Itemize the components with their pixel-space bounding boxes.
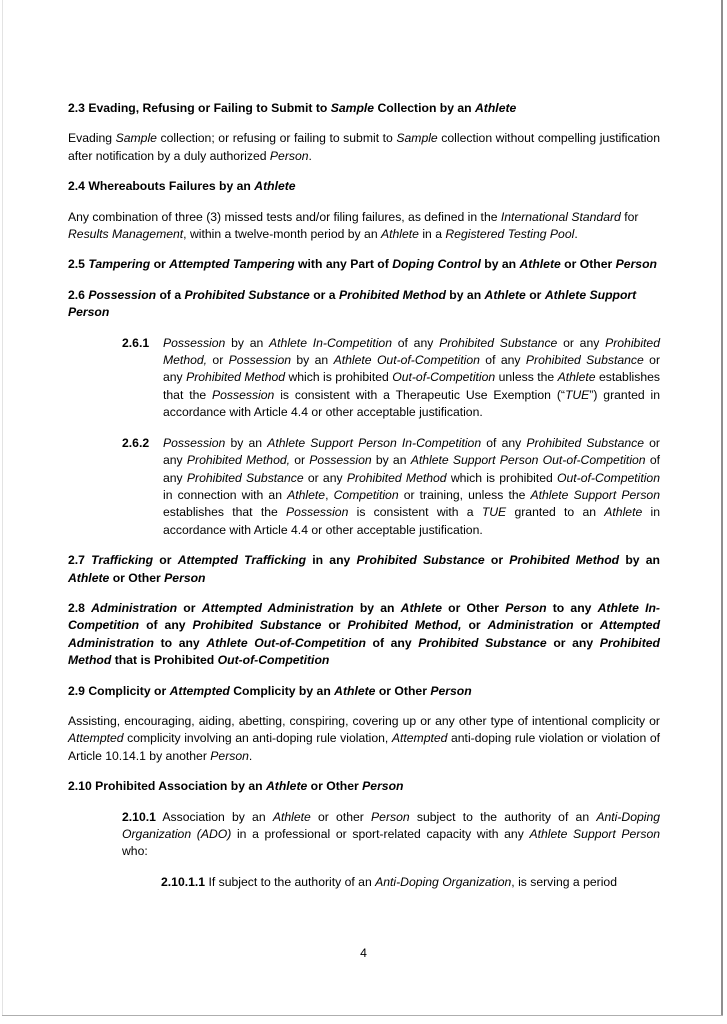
text-segment: Prohibited Method, xyxy=(347,618,462,633)
text-segment: Athlete In-Competition xyxy=(269,335,392,350)
text-segment: 2.8 xyxy=(68,600,92,615)
text-segment: Anti-Doping Organization xyxy=(375,874,512,889)
text-segment: Attempted xyxy=(169,683,230,698)
text-segment: Athlete Support Person xyxy=(529,827,661,841)
text-segment: or training, unless the xyxy=(398,487,531,502)
text-segment: or any xyxy=(303,470,347,485)
text-segment: Sample xyxy=(115,131,157,146)
text-segment: or xyxy=(177,600,202,615)
text-segment: Prohibited Method xyxy=(186,370,286,385)
text-segment: 2.10 Prohibited Association by an xyxy=(68,779,266,794)
clause-2-6-2 xyxy=(122,435,660,539)
text-segment: Prohibited Substance xyxy=(186,470,304,485)
text-segment: Complicity by an xyxy=(229,683,335,698)
text-segment: or other xyxy=(310,809,372,824)
text-segment: who: xyxy=(122,844,148,859)
text-segment: establishes that the xyxy=(163,370,660,402)
text-segment: 2.3 Evading, Refusing or Failing to Submit to xyxy=(68,101,331,115)
text-segment: or any xyxy=(163,353,661,385)
text-segment: Attempted Administration xyxy=(201,600,354,615)
text-segment: for xyxy=(620,209,639,224)
text-segment: Person xyxy=(164,570,206,585)
text-segment: Out-of-Competition xyxy=(392,370,496,385)
text-segment: . xyxy=(248,748,253,763)
text-segment: Prohibited Substance xyxy=(184,287,310,302)
text-segment: granted to an xyxy=(506,505,605,520)
text-segment: International Standard xyxy=(500,209,621,224)
page-border-bottom xyxy=(2,1015,723,1016)
text-segment: Assisting, encouraging, aiding, abetting, conspiring, covering up or any other type of intentional complicity or xyxy=(68,713,660,728)
heading-2-3 xyxy=(68,100,660,117)
text-segment: in any xyxy=(306,553,357,568)
text-segment: by an xyxy=(225,435,268,450)
text-segment: with any Part of xyxy=(294,257,393,272)
text-segment: or Other xyxy=(307,779,363,794)
text-segment: Doping Control xyxy=(392,257,481,272)
text-segment: Athlete Support Person xyxy=(530,487,660,502)
text-segment: or xyxy=(153,553,178,568)
text-segment: Out-of-Competition xyxy=(217,653,330,668)
text-segment: Athlete xyxy=(484,287,526,302)
text-segment: 2.7 xyxy=(68,553,92,568)
text-segment: of any xyxy=(139,618,193,633)
text-segment: in connection with an xyxy=(163,487,288,502)
text-segment: of any xyxy=(479,353,526,368)
text-segment: or Other xyxy=(109,570,165,585)
text-segment: Registered Testing Pool xyxy=(445,227,575,242)
text-segment: Prohibited Method xyxy=(338,287,446,302)
text-segment: Attempted xyxy=(391,731,448,746)
text-segment: by an xyxy=(619,553,660,568)
text-segment: Prohibited Method xyxy=(509,553,620,568)
text-segment: subject to the authority of an xyxy=(409,809,597,824)
text-segment: Prohibited Substance xyxy=(439,335,558,350)
clause-number: 2.6.2 xyxy=(122,435,150,450)
text-segment: Person xyxy=(615,257,657,272)
text-segment: Prohibited Method xyxy=(346,470,447,485)
text-segment: by an xyxy=(225,335,270,350)
text-segment: 2.9 Complicity or xyxy=(68,683,170,698)
text-segment: 2.5 xyxy=(68,257,89,272)
text-segment: Athlete xyxy=(604,505,643,520)
text-segment: Athlete Support Person Out-of-Competition xyxy=(410,453,646,468)
text-segment: Person xyxy=(371,809,410,824)
text-segment: Collection by an xyxy=(374,101,475,115)
text-segment: Person xyxy=(430,683,472,698)
text-segment: Prohibited Substance xyxy=(418,635,547,650)
text-segment: anti-doping rule violation or violation of Article 10.14.1 by another xyxy=(68,731,660,763)
paragraph-2-4 xyxy=(68,209,660,244)
text-segment: or xyxy=(484,553,510,568)
text-segment: in accordance with Article 4.4 or other acceptable justification. xyxy=(163,505,660,537)
text-segment: Possession xyxy=(212,387,275,402)
paragraph-2-10-1 xyxy=(122,809,660,861)
text-segment: TUE xyxy=(564,387,590,402)
text-segment: Administration xyxy=(487,618,574,633)
text-segment: Tampering xyxy=(88,257,151,272)
text-segment: Attempted Administration xyxy=(68,618,661,650)
text-segment: Person xyxy=(505,600,547,615)
text-segment: Prohibited Substance xyxy=(525,353,644,368)
text-segment: of any xyxy=(163,453,660,485)
text-segment: Attempted Tampering xyxy=(169,257,295,272)
text-segment: collection; or refusing or failing to submit to xyxy=(156,131,397,146)
text-segment: Athlete Support Person In-Competition xyxy=(267,435,482,450)
text-segment: by an xyxy=(291,353,334,368)
text-segment: of any xyxy=(481,435,527,450)
heading-2-8 xyxy=(68,600,660,670)
text-segment: to any xyxy=(154,635,207,650)
text-segment: Athlete xyxy=(519,257,561,272)
text-segment: which is prohibited xyxy=(446,470,558,485)
document-body xyxy=(68,100,660,904)
text-segment: ”) granted in accordance with Article 4.4 or other acceptable justification. xyxy=(163,387,660,420)
text-segment: . xyxy=(574,227,578,242)
text-segment: Prohibited Method, xyxy=(186,453,291,468)
text-segment: Prohibited Substance xyxy=(356,553,485,568)
text-segment: Any combination of three (3) missed tests and/or filing failures, as defined in the xyxy=(68,209,501,224)
text-segment: Possession xyxy=(163,335,226,350)
text-segment: unless the xyxy=(495,370,558,385)
clause-number: 2.6.1 xyxy=(122,335,150,350)
text-segment: Athlete xyxy=(475,101,517,115)
text-segment: of any xyxy=(392,335,440,350)
text-segment: or Other xyxy=(441,600,506,615)
text-segment: Athlete xyxy=(380,227,419,242)
text-segment: Prohibited Substance xyxy=(192,618,322,633)
clause-body xyxy=(163,435,660,539)
text-segment: Person xyxy=(362,779,404,794)
text-segment: Athlete xyxy=(334,683,376,698)
text-segment: is consistent with a xyxy=(348,505,482,520)
text-segment: complicity involving an anti-doping rule violation, xyxy=(123,731,392,746)
text-segment: by an xyxy=(353,600,401,615)
text-segment: Evading xyxy=(68,131,116,146)
text-segment: or any xyxy=(557,335,606,350)
text-segment: If subject to the authority of an xyxy=(205,874,376,889)
text-segment: Athlete xyxy=(287,487,326,502)
text-segment: Athlete xyxy=(68,570,110,585)
text-segment: Athlete In-Competition xyxy=(68,600,660,633)
text-segment: of a xyxy=(156,287,185,302)
text-segment: , within a twelve-month period by an xyxy=(183,227,381,242)
text-segment: to any xyxy=(546,600,598,615)
text-segment: Administration xyxy=(91,600,178,615)
text-segment: by an xyxy=(480,257,520,272)
text-segment: or any xyxy=(163,435,660,468)
text-segment: or xyxy=(207,353,229,368)
heading-2-5 xyxy=(68,256,660,273)
page-border-right xyxy=(721,0,723,1016)
text-segment: Out-of-Competition xyxy=(557,470,660,485)
text-segment: Athlete xyxy=(254,179,296,194)
text-segment: Athlete xyxy=(400,600,442,615)
text-segment: Trafficking xyxy=(91,553,154,568)
text-segment: or xyxy=(150,257,170,272)
text-segment: Athlete Out-of-Competition xyxy=(333,353,480,368)
text-segment: Possession xyxy=(163,435,226,450)
heading-2-9 xyxy=(68,683,660,700)
text-segment: TUE xyxy=(481,505,507,520)
text-segment: or xyxy=(461,618,488,633)
text-segment: Prohibited Substance xyxy=(526,435,644,450)
text-segment: 2.6 xyxy=(68,287,89,302)
text-segment: or a xyxy=(309,287,339,302)
paragraph-2-3 xyxy=(68,130,660,165)
text-segment: Attempted xyxy=(68,731,124,746)
heading-2-7 xyxy=(68,552,660,587)
text-segment: 2.10.1.1 xyxy=(161,874,206,889)
text-segment: or Other xyxy=(375,683,431,698)
text-segment: or Other xyxy=(560,257,616,272)
text-segment: or any xyxy=(546,635,600,650)
text-segment: Association by an xyxy=(155,809,273,824)
text-segment: , xyxy=(325,487,334,502)
clause-2-6-1 xyxy=(122,335,660,422)
heading-2-4 xyxy=(68,178,660,195)
text-segment: of any xyxy=(365,635,419,650)
text-segment: by an xyxy=(445,287,485,302)
text-segment: Athlete xyxy=(557,370,596,385)
text-segment: Athlete Out-of-Competition xyxy=(206,635,366,650)
text-segment: by an xyxy=(371,453,411,468)
clause-body xyxy=(163,335,660,422)
text-segment: Possession xyxy=(286,505,349,520)
text-segment: Possession xyxy=(228,353,291,368)
text-segment: Person xyxy=(210,748,249,763)
text-segment: or xyxy=(573,618,600,633)
text-segment: 2.4 Whereabouts Failures by an xyxy=(68,179,255,194)
heading-2-6 xyxy=(68,287,660,322)
text-segment: , is serving a period xyxy=(511,874,617,889)
text-segment: that is Prohibited xyxy=(111,653,218,668)
text-segment: Athlete Support Person xyxy=(68,287,637,320)
text-segment: or xyxy=(525,287,545,302)
text-segment: establishes that the xyxy=(163,505,287,520)
text-segment: Attempted Trafficking xyxy=(177,553,307,568)
text-segment: Sample xyxy=(396,131,438,146)
text-segment: Athlete xyxy=(272,809,311,824)
heading-2-10 xyxy=(68,778,660,795)
text-segment: Possession xyxy=(88,287,157,302)
text-segment: Prohibited Method xyxy=(68,635,660,668)
text-segment: Sample xyxy=(330,101,375,115)
page-border-left xyxy=(2,0,3,1016)
text-segment: Prohibited Method, xyxy=(163,335,660,368)
text-segment: which is prohibited xyxy=(285,370,393,385)
text-segment: or xyxy=(321,618,348,633)
text-segment: Athlete xyxy=(265,779,308,794)
text-segment: 2.10.1 xyxy=(122,809,156,824)
text-segment: Competition xyxy=(333,487,399,502)
text-segment: in a professional or sport-related capacity with any xyxy=(231,827,530,841)
text-segment: Results Management xyxy=(68,227,184,242)
text-segment: in a xyxy=(418,227,446,242)
text-segment: Person xyxy=(269,148,309,163)
text-segment: collection without compelling justification after notification by a duly authorized xyxy=(68,131,660,163)
text-segment: or xyxy=(290,453,310,468)
page-number: 4 xyxy=(360,946,367,960)
paragraph-2-9 xyxy=(68,713,660,765)
paragraph-2-10-1-1 xyxy=(161,874,660,891)
text-segment: . xyxy=(308,148,312,163)
text-segment: is consistent with a Therapeutic Use Exemption (“ xyxy=(274,387,565,402)
text-segment: Possession xyxy=(309,453,372,468)
text-segment: Anti-Doping Organization (ADO) xyxy=(122,809,661,841)
